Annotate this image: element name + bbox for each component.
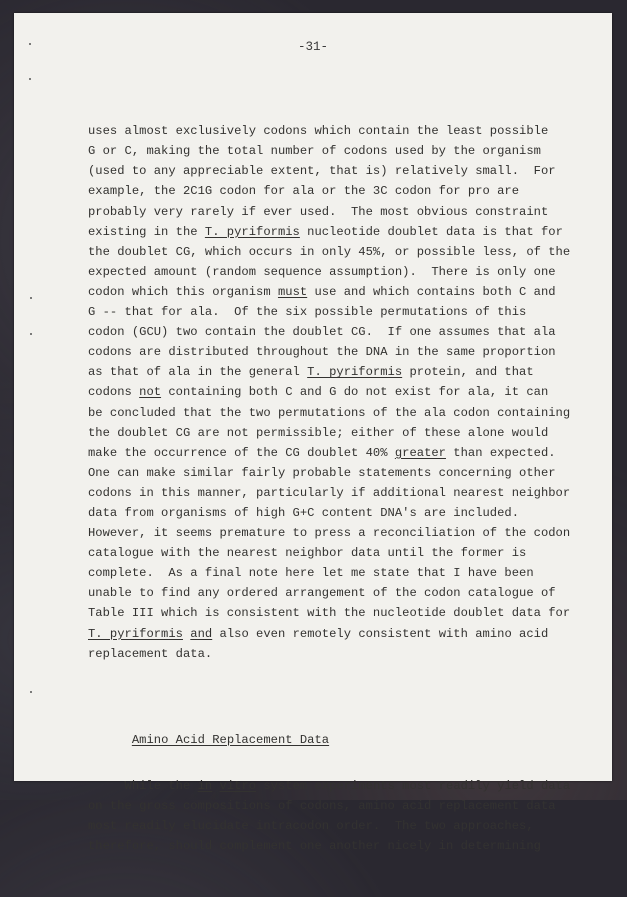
text-line: [88, 583, 570, 603]
underlined-text: T. pyriformis: [204, 224, 300, 239]
text-segment: protein, and that: [402, 365, 534, 380]
underlined-text: T. pyriformis: [307, 365, 403, 380]
text-line: [88, 322, 570, 342]
text-segment: expected amount (random sequence assumption). There is only one: [88, 264, 556, 279]
text-segment: codon (GCU) two contain the doublet CG. If one assumes that ala: [88, 325, 556, 340]
text-line: [88, 342, 570, 362]
text-segment: (used to any appreciable extent, that is) relatively small. For: [88, 164, 556, 179]
text-line: [88, 816, 570, 836]
text-line: [88, 403, 570, 423]
text-segment: make the occurrence of the CG doublet 40%: [88, 445, 395, 460]
text-line: [88, 423, 570, 443]
underlined-text: not: [139, 385, 162, 400]
text-line: [88, 836, 570, 856]
text-segment: codons: [88, 385, 140, 400]
text-segment: However, it seems premature to press a reconciliation of the codon: [88, 526, 571, 541]
text-segment: on the gross compositions of codons, amino acid replacement data: [88, 799, 556, 814]
margin-mark: [30, 297, 32, 299]
section-heading-text: Amino Acid Replacement Data: [131, 733, 330, 747]
text-segment: One can make similar fairly probable statements concerning other: [88, 465, 556, 480]
text-line: [88, 543, 570, 563]
text-line: [88, 181, 570, 201]
document-page: [14, 13, 612, 854]
text-segment: as that of ala in the general: [88, 365, 308, 380]
text-line: [88, 202, 570, 222]
text-segment: uses almost exclusively codons which contain the least possible: [88, 124, 549, 139]
text-segment: system experiments most readily yield data: [256, 779, 571, 794]
underlined-text: must: [277, 284, 308, 299]
text-line: [88, 463, 570, 483]
text-line: [88, 161, 570, 181]
paragraph-1: [88, 121, 570, 664]
text-segment: probably very rarely if ever used. The most obvious constraint: [88, 204, 549, 219]
text-line: [88, 776, 570, 796]
margin-mark: [30, 333, 32, 335]
text-segment: replacement data.: [88, 646, 213, 661]
underlined-text: T. pyriformis: [88, 626, 183, 641]
text-line: [88, 382, 570, 402]
text-line: [88, 242, 570, 262]
text-segment: unable to find any ordered arrangement of the codon catalogue of: [88, 586, 556, 601]
text-line: [88, 523, 570, 543]
underlined-text: vitro: [219, 779, 257, 794]
text-line: [88, 282, 570, 302]
text-segment: nucleotide doublet data is that for: [299, 224, 563, 239]
text-segment: codon which this organism: [88, 284, 278, 299]
text-segment: example, the 2C1G codon for ala or the 3C codon for pro are: [88, 184, 520, 199]
text-line: [88, 503, 570, 523]
page-number: -31-: [297, 40, 328, 54]
text-segment: be concluded that the two permutations of the ala codon containing: [88, 405, 571, 420]
underlined-text: greater: [394, 445, 446, 460]
margin-mark: [29, 43, 31, 45]
text-line: [88, 796, 570, 816]
text-segment: [212, 779, 219, 793]
text-line: [88, 121, 570, 141]
margin-mark: [29, 78, 31, 80]
text-segment: catalogue with the nearest neighbor data until the former is: [88, 546, 527, 561]
text-line: [88, 443, 570, 463]
text-segment: codons in this manner, particularly if additional nearest neighbor: [88, 485, 571, 500]
text-segment: codons are distributed throughout the DNA in the same proportion: [88, 345, 556, 360]
body-text: [88, 81, 570, 897]
margin-mark: [30, 691, 32, 693]
underlined-text: and: [190, 626, 213, 641]
text-line: [88, 624, 570, 644]
text-line: [88, 362, 570, 382]
text-segment: While the: [88, 779, 198, 794]
text-segment: the doublet CG, which occurs in only 45%, or possible less, of the: [88, 244, 571, 259]
text-segment: Table III which is consistent with the nucleotide doublet data for: [88, 606, 571, 621]
text-segment: therefore, should complement one another nicely in determining: [88, 839, 541, 854]
text-line: [88, 141, 570, 161]
text-line: [88, 483, 570, 503]
text-segment: G -- that for ala. Of the six possible permutations of this: [88, 305, 527, 320]
underlined-text: in: [197, 779, 213, 794]
text-segment: the doublet CG are not permissible; either of these alone would: [88, 425, 549, 440]
text-segment: also even remotely consistent with amino acid: [212, 626, 549, 641]
text-line: [88, 302, 570, 322]
text-segment: data from organisms of high G+C content DNA's are included.: [88, 505, 520, 520]
text-segment: complete. As a final note here let me state that I have been: [88, 566, 534, 581]
text-line: [88, 644, 570, 664]
paragraph-2: [88, 776, 570, 856]
text-line: [88, 563, 570, 583]
text-line: [88, 603, 570, 623]
text-segment: most readily elucidate intracodon order. The two approaches,: [88, 819, 534, 834]
text-segment: G or C, making the total number of codons used by the organism: [88, 144, 541, 159]
text-segment: containing both C and G do not exist for ala, it can: [161, 385, 549, 400]
text-segment: use and which contains both C and: [307, 284, 556, 299]
text-segment: existing in the: [88, 224, 205, 239]
text-line: [88, 222, 570, 242]
text-line: [88, 262, 570, 282]
section-heading: [88, 710, 570, 747]
text-segment: than expected.: [445, 445, 556, 460]
